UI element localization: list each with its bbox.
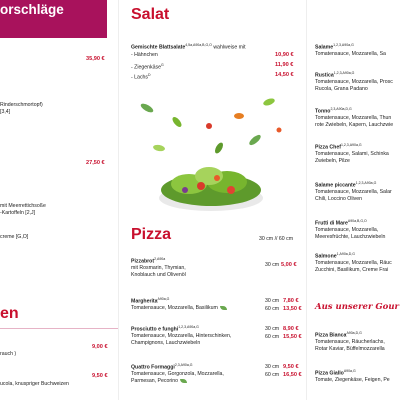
dish-description: [3,4]	[0, 109, 11, 115]
option-label: - Lachs	[131, 74, 149, 81]
dish-name: Pizza Bianca	[315, 332, 347, 339]
dish-suffix: wahlweise mit	[213, 44, 246, 51]
salat-item	[131, 42, 246, 51]
price: 5,00 €	[281, 262, 297, 268]
dish-description: Champignons, Lauchzwiebeln	[131, 340, 201, 347]
size-label: 60 cm	[265, 306, 280, 312]
allergen-codes: D	[148, 73, 151, 77]
allergen-codes: 2,A90a	[154, 257, 166, 261]
dish-name: Pizzabrot	[131, 258, 155, 265]
price: 16,50 €	[283, 372, 302, 378]
dish-description: Tomatensauce, Gorgonzola, Mozzarella,	[131, 371, 224, 378]
divider	[0, 328, 118, 329]
dish-name: Salmone	[315, 253, 337, 260]
left-column	[0, 0, 118, 400]
option-price: 14,50 €	[275, 72, 294, 78]
allergen-codes: 1,2,3,A90a,G	[333, 43, 354, 47]
price: 9,50 €	[283, 364, 299, 370]
dish-description: Rucola, Grana Padano	[315, 86, 368, 93]
size-label: 30 cm	[265, 364, 280, 370]
section-title: en	[0, 305, 19, 322]
size-label: 30 cm	[265, 298, 280, 304]
dish-description: Chili, Loccino Oliven	[315, 196, 362, 203]
allergen-codes: 2,3,A90a,G	[174, 363, 193, 367]
right-column	[306, 0, 400, 400]
dish-name: Salame	[315, 44, 334, 51]
allergen-codes: A90a,D,G	[346, 331, 362, 335]
gourmet-section-title: Aus unserer Gour	[315, 302, 399, 312]
allergen-codes: 1,2,3,A90a,G	[355, 181, 377, 185]
price: 9,50 €	[92, 373, 108, 379]
option-label: - Hähnchen	[131, 52, 158, 58]
dish-description: Tomatensauce, Mozzarella, Hinterschinken,	[131, 333, 232, 340]
dish-description: rauch )	[0, 351, 17, 357]
pizza-item	[315, 70, 393, 93]
price: 7,80 €	[283, 298, 299, 304]
size-label: 30 cm	[265, 326, 280, 332]
pizza-item	[315, 142, 389, 165]
dish-description: Tomatensauce, Mozzarella,	[315, 227, 379, 234]
vegetarian-leaf-icon	[220, 306, 227, 310]
dish-description: Tomatensauce, Mozzarella, Räuc	[315, 260, 392, 267]
dish-description: Tomatensauce, Mozzarella, Prosc	[315, 79, 393, 86]
dish-name: Quattro Formaggi	[131, 364, 175, 371]
salat-title: Salat	[131, 6, 170, 23]
option-label: - Ziegenkäse	[131, 64, 161, 71]
price: 8,90 €	[283, 326, 299, 332]
salad-illustration	[119, 86, 305, 218]
dish-name: Frutti di Mare	[315, 220, 348, 227]
dish-description: Tomatensauce, Mozzarella, Sa	[315, 51, 386, 58]
dish-name: Pizza Giallo	[315, 370, 344, 377]
size-label: 60 cm	[265, 372, 280, 378]
dish-description: rote Zwiebeln, Kapern, Lauchzwie	[315, 122, 394, 129]
dish-description: Tomatensauce, Salami, Schinka	[315, 151, 389, 158]
dish-description: Zucchini, Basilikum, Creme Frai	[315, 267, 389, 274]
allergen-codes: 2,3,A90a,D,G	[330, 107, 352, 111]
allergen-codes: A90a,G	[343, 369, 356, 373]
allergen-codes: A90a,G	[157, 297, 170, 301]
allergen-codes: 1,A90a,D,G	[336, 252, 355, 256]
section-banner	[0, 0, 107, 38]
dish-name: Gemischte Blattsalate	[131, 44, 186, 51]
pizza-item	[131, 324, 231, 347]
dish-description: Zwiebeln, Pilze	[315, 158, 350, 165]
price: 13,50 €	[283, 306, 302, 312]
price: 15,50 €	[283, 334, 302, 340]
dish-description: Meeresfrüchte, Lauchzwiebeln	[315, 234, 386, 241]
dish-description: Tomatensauce, Mozzarella, Basilikum	[131, 305, 218, 312]
dish-name: Pizza Chef	[315, 144, 341, 151]
pizza-item	[131, 296, 227, 312]
allergen-codes: A90a,B,G,O	[347, 219, 367, 223]
dish-description: -Kartoffeln [2,J]	[0, 210, 36, 216]
dish-description: mit Rosmarin, Thymian,	[131, 265, 186, 272]
dish-description: Tomatensauce, Mozzarella, Thun	[315, 115, 392, 122]
banner-title: orschläge	[0, 2, 64, 17]
dish-description: Tomate, Ziegenkäse, Feigen, Pe	[315, 377, 390, 384]
allergen-codes: 1,2,3,A90a,G	[340, 143, 362, 147]
dish-description: creme [G,O]	[0, 234, 29, 240]
vegetarian-leaf-icon	[180, 379, 187, 383]
pizza-item	[131, 256, 186, 279]
dish-description: Tomatensauce, Mozzarella, Salar	[315, 189, 392, 196]
middle-column	[118, 0, 305, 400]
pizza-item	[315, 368, 390, 384]
dish-name: Margherita	[131, 298, 158, 305]
pizza-item	[315, 330, 385, 353]
pizza-item	[315, 251, 392, 274]
dish-description: Tomatensauce, Räucherlachs,	[315, 339, 385, 346]
price: 35,90 €	[86, 56, 105, 62]
option-row	[131, 62, 164, 71]
dish-name: Prosciutto e funghi	[131, 326, 179, 333]
size-label: 30 cm	[265, 262, 280, 268]
dish-description: Knoblauch und Olivenöl	[131, 272, 186, 279]
pizza-item	[315, 106, 393, 129]
price: 9,00 €	[92, 344, 108, 350]
size-label: 60 cm	[265, 334, 280, 340]
allergen-codes: 1,2,3,A90a,G	[333, 71, 355, 75]
option-row	[131, 72, 151, 81]
pizza-item	[131, 362, 224, 385]
allergen-codes: G	[161, 63, 164, 67]
option-price: 11,90 €	[275, 62, 294, 68]
dish-description: ucola, knuspriger Buchweizen	[0, 381, 69, 387]
dish-description: Rotar Kaviar, Büffelmozzarella	[315, 346, 385, 353]
dish-description: Rinderschmortopf)	[0, 102, 43, 108]
option-row	[131, 52, 158, 59]
pizza-item	[315, 180, 392, 203]
pizza-sizes: 30 cm // 60 cm	[259, 236, 294, 242]
dish-name: Tonno	[315, 108, 331, 115]
option-price: 10,90 €	[275, 52, 294, 58]
dish-name: Rustica	[315, 72, 334, 79]
dish-description: Parmesan, Pecorino	[131, 378, 178, 385]
pizza-title: Pizza	[131, 226, 172, 243]
dish-description: mit Meerrettichsoße	[0, 203, 46, 209]
pizza-item	[315, 218, 385, 241]
allergen-codes: 4,5a,A90a,B,G,O	[185, 43, 212, 47]
allergen-codes: 1,2,3,A90a,G	[178, 325, 199, 329]
pizza-item	[315, 42, 386, 58]
dish-name: Salame piccante	[315, 182, 356, 189]
price: 27,50 €	[86, 160, 105, 166]
